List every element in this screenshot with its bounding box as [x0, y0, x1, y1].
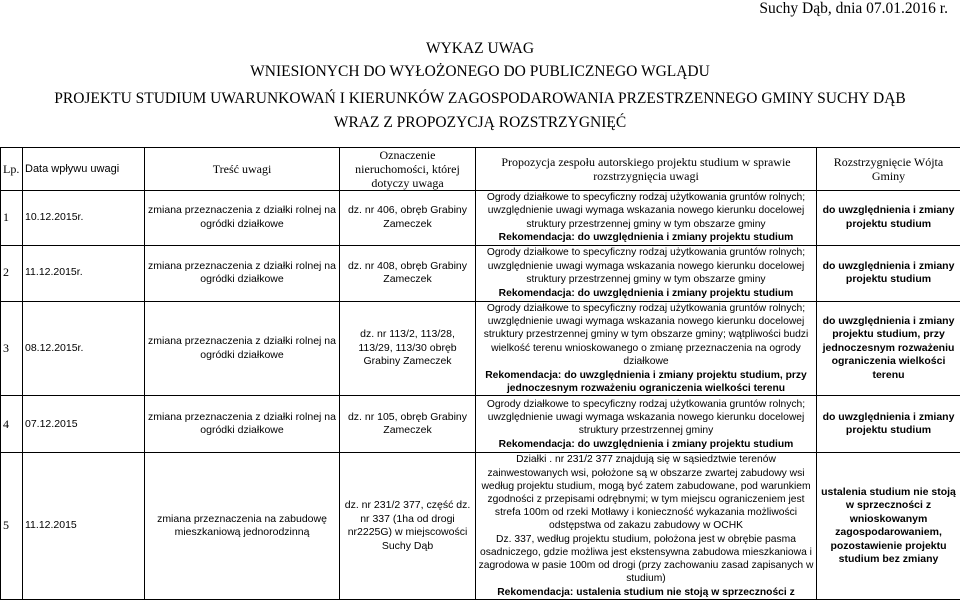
row-content: zmiana przeznaczenia z działki rolnej na ogródki działkowe	[145, 301, 340, 396]
header-resolution: Rozstrzygnięcie Wójta Gminy	[817, 148, 960, 191]
header-lp: Lp.	[1, 148, 23, 191]
proposal-text-2: Dz. 337, według projektu studium, położona jest w obrębie pasma osadniczego, gdzie możliwa jest ekstensywna zabudowa mieszkaniowa i zagrodowa w pasie 100m od drogi (przy zachowaniu zasad zapisanych w studium)	[479, 534, 814, 585]
title-resolutions: WRAZ Z PROPOZYCJĄ ROZSTRZYGNIĘĆ	[0, 114, 960, 132]
row-property: dz. nr 105, obręb Grabiny Zameczek	[340, 396, 476, 453]
title-submitted: WNIESIONYCH DO WYŁOŻONEGO DO PUBLICZNEGO WGLĄDU	[0, 63, 960, 81]
row-resolution: do uwzględnienia i zmiany projektu studium	[817, 245, 960, 301]
row-proposal	[476, 301, 817, 396]
row-lp: 5	[1, 453, 23, 599]
row-proposal	[476, 453, 817, 599]
proposal-recommendation: Rekomendacja: do uwzględnienia i zmiany projektu studium	[499, 439, 794, 450]
row-lp: 2	[1, 245, 23, 301]
proposal-recommendation: Rekomendacja: do uwzględnienia i zmiany projektu studium	[499, 232, 794, 243]
place-date: Suchy Dąb, dnia 07.01.2016 r.	[759, 0, 948, 18]
row-resolution: do uwzględnienia i zmiany projektu studium	[817, 191, 960, 246]
header-proposal: Propozycja zespołu autorskiego projektu studium w sprawie rozstrzygnięcia uwagi	[476, 148, 817, 191]
row-content: zmiana przeznaczenia na zabudowę mieszkaniową jednorodzinną	[145, 453, 340, 599]
row-property: dz. nr 231/2 377, część dz. nr 337 (1ha od drogi nr2225G) w miejscowości Suchy Dąb	[340, 453, 476, 599]
row-resolution: ustalenia studium nie stoją w sprzeczności z wnioskowanym zagospodarowaniem, pozostawienie projektu studium bez zmiany	[817, 453, 960, 599]
proposal-text: Ogrody działkowe to specyficzny rodzaj użytkowania gruntów rolnych; uwzględnienie uwagi wymaga wskazania nowego kierunku docelowej struktury przestrzennej gminy w tym obszarze gminy	[487, 247, 805, 285]
row-property: dz. nr 113/2, 113/28, 113/29, 113/30 obręb Grabiny Zameczek	[340, 301, 476, 396]
row-lp: 1	[1, 191, 23, 246]
table-row	[1, 245, 960, 301]
header-property: Oznaczenie nieruchomości, której dotyczy uwaga	[340, 148, 476, 191]
title-list: WYKAZ UWAG	[0, 40, 960, 58]
row-date: 08.12.2015r.	[23, 301, 145, 396]
remarks-table	[0, 147, 960, 600]
title-project: PROJEKTU STUDIUM UWARUNKOWAŃ I KIERUNKÓW ZAGOSPODAROWANIA PRZESTRZENNEGO GMINY SUCHY DĄB	[0, 90, 960, 108]
row-property: dz. nr 408, obręb Grabiny Zameczek	[340, 245, 476, 301]
row-date: 11.12.2015	[23, 453, 145, 599]
row-date: 07.12.2015	[23, 396, 145, 453]
table-row	[1, 301, 960, 396]
row-proposal	[476, 245, 817, 301]
row-content: zmiana przeznaczenia z działki rolnej na ogródki działkowe	[145, 245, 340, 301]
row-proposal	[476, 396, 817, 453]
row-date: 10.12.2015r.	[23, 191, 145, 246]
table-row	[1, 191, 960, 246]
proposal-text: Działki . nr 231/2 377 znajdują się w sąsiedztwie terenów zainwestowanych wsi, położone są w obszarze zwartej zabudowy wsi według projektu studium, mogą być zatem zabudowane, pod warunkiem zgodności z przepisami odrębnymi; w tym miejscu ograniczeniem jest strefa 100m od rzeki Motławy i konieczność wykazania możliwości odstępstwa od zakazu zabudowy w OCHK	[481, 454, 810, 531]
header-date: Data wpływu uwagi	[23, 148, 145, 191]
header-row	[1, 148, 960, 191]
proposal-recommendation: Rekomendacja: do uwzględnienia i zmiany projektu studium	[499, 288, 794, 299]
row-proposal	[476, 191, 817, 246]
table-row	[1, 396, 960, 453]
row-property: dz. nr 406, obręb Grabiny Zameczek	[340, 191, 476, 246]
table-row	[1, 453, 960, 599]
row-lp: 3	[1, 301, 23, 396]
proposal-text: Ogrody działkowe to specyficzny rodzaj użytkowania gruntów rolnych; uwzględnienie uwagi wymaga wskazania nowego kierunku docelowej struktury przestrzennej gminy w tym obszarze gminy	[487, 192, 805, 230]
proposal-text: Ogrody działkowe to specyficzny rodzaj użytkowania gruntów rolnych; uwzględnienie uwagi wymaga wskazania nowego kierunku docelowej struktury przestrzennej gminy w tym obszarze gminy; wątpliwości budzi wielkość terenu wnioskowanego o zmianę przeznaczenia na ogrody działkowe	[484, 303, 808, 368]
row-date: 11.12.2015r.	[23, 245, 145, 301]
row-content: zmiana przeznaczenia z działki rolnej na ogródki działkowe	[145, 396, 340, 453]
row-resolution: do uwzględnienia i zmiany projektu studium, przy jednoczesnym rozważeniu ograniczenia wielkości terenu	[817, 301, 960, 396]
proposal-text: Ogrody działkowe to specyficzny rodzaj użytkowania gruntów rolnych; uwzględnienie uwagi wymaga wskazania nowego kierunku docelowej struktury przestrzennej gminy	[487, 399, 805, 437]
proposal-recommendation: Rekomendacja: do uwzględnienia i zmiany projektu studium, przy jednoczesnym rozważeniu ograniczenia wielkości terenu	[485, 370, 807, 394]
header-content: Treść uwagi	[145, 148, 340, 191]
row-content: zmiana przeznaczenia z działki rolnej na ogródki działkowe	[145, 191, 340, 246]
row-resolution: do uwzględnienia i zmiany projektu studium	[817, 396, 960, 453]
row-lp: 4	[1, 396, 23, 453]
proposal-recommendation: Rekomendacja: ustalenia studium nie stoją w sprzeczności z	[497, 587, 795, 598]
